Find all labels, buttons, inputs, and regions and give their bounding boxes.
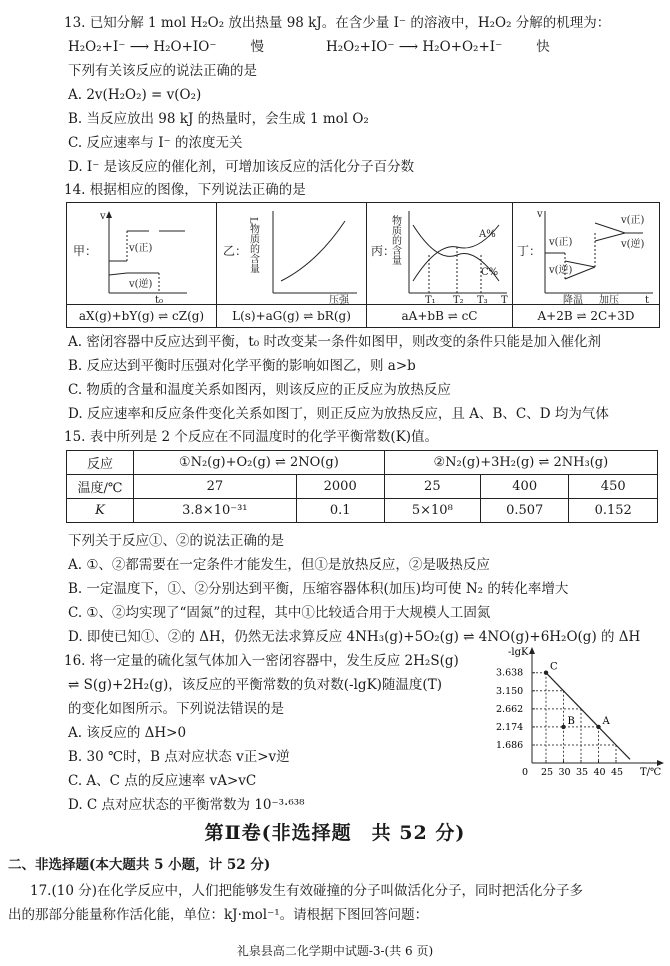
table-header-r1: ①N₂(g)+O₂(g) ⇌ 2NO(g) — [134, 451, 385, 475]
q15-table — [66, 450, 658, 523]
x-tick-label: 40 — [593, 767, 606, 778]
graph-jia-vn: v(逆) — [129, 279, 153, 290]
table-cell: 25 — [384, 475, 480, 499]
table-header-reaction: 反应 — [67, 451, 134, 475]
table-row — [67, 451, 658, 475]
x-tick-label: 0 — [522, 767, 529, 778]
table-row — [67, 475, 658, 499]
graph-ding-svg — [513, 203, 659, 305]
graph-ding-vz2: v(正) — [621, 215, 645, 226]
q16-option-b: B. 30 ℃时，B 点对应状态 v正>v逆 — [68, 749, 290, 765]
x-tick-label: 35 — [576, 767, 589, 778]
q15-stem: 15. 表中所列是 2 个反应在不同温度时的化学平衡常数(K)值。 — [64, 429, 439, 445]
table-cell: K — [67, 499, 134, 523]
q13-option-b: B. 当反应放出 98 kJ 的热量时，会生成 1 mol O₂ — [68, 111, 369, 127]
q13-stem: 13. 已知分解 1 mol H₂O₂ 放出热量 98 kJ。在含少量 I⁻ 的溶液中，H₂O₂ 分解的机理为： — [64, 15, 611, 31]
graph-bing-a: A% — [479, 229, 496, 240]
graph-bing-svg — [367, 203, 513, 305]
graph-yi-label: 乙： — [223, 244, 248, 258]
graph-jia-v: v — [100, 211, 106, 222]
q14-option-b: B. 反应达到平衡时压强对化学平衡的影响如图乙，则 a>b — [68, 358, 416, 374]
point-label: B — [567, 715, 575, 727]
graph-ding — [513, 203, 659, 327]
q16-stem-line3: 的变化如图所示。下列说法错误的是 — [68, 701, 284, 717]
graph-ding-vz: v(正) — [549, 237, 573, 248]
graph-ding-label: 丁： — [517, 244, 542, 258]
q16-chart — [490, 645, 665, 780]
graph-bing-t1: T₁ — [425, 295, 436, 305]
graph-jia — [67, 203, 217, 327]
table-cell: 450 — [569, 475, 658, 499]
q16-option-c: C. A、C 点的反应速率 vA>vC — [68, 773, 257, 789]
q13-option-a: A. 2v(H₂O₂) = v(O₂) — [68, 87, 202, 103]
graph-yi — [217, 203, 367, 327]
point-B — [561, 725, 565, 729]
graph-yi-svg — [217, 203, 367, 305]
graph-yi-xlabel: 压强 — [329, 295, 349, 305]
x-tick-label: 45 — [611, 767, 624, 778]
y-tick-label: 1.686 — [496, 740, 524, 751]
q16-stem-line1: 16. 将一定量的硫化氢气体加入一密闭容器中，发生反应 2H₂S(g) — [64, 653, 459, 669]
q16-option-a: A. 该反应的 ΔH>0 — [68, 725, 187, 741]
table-cell: 3.8×10⁻³¹ — [134, 499, 297, 523]
q13-option-c: C. 反应速率与 I⁻ 的浓度无关 — [68, 135, 243, 151]
graph-jia-label: 甲： — [73, 244, 98, 258]
x-axis-arrow — [657, 760, 664, 766]
q14-option-a: A. 密闭容器中反应达到平衡，t₀ 时改变某一条件如图甲，则改变的条件只能是加入催化剂 — [68, 334, 601, 350]
graph-ding-x1: 降温 — [563, 295, 583, 305]
y-tick-label: 3.638 — [496, 667, 524, 679]
graph-bing-t3: T₃ — [477, 295, 488, 305]
graph-jia-svg — [67, 203, 217, 305]
graph-ding-vn2: v(逆) — [621, 239, 645, 250]
graph-yi-caption: L(s)+aG(g) ⇌ bR(g) — [217, 304, 366, 327]
y-axis-arrow — [529, 647, 535, 654]
chart-xlabel: T/℃ — [640, 767, 662, 778]
graph-ding-x2: 加压 — [599, 295, 619, 305]
page-footer: 礼泉县高二化学期中试题-3-(共 6 页) — [236, 944, 434, 958]
table-cell: 温度/℃ — [67, 475, 134, 499]
point-label: C — [550, 661, 558, 673]
table-cell: 0.152 — [569, 499, 658, 523]
q13-option-d: D. I⁻ 是该反应的催化剂，可增加该反应的活化分子百分数 — [68, 159, 415, 175]
section-ii-heading: 二、非选择题(本大题共 5 小题，计 52 分) — [8, 857, 271, 873]
graph-bing-t: T — [501, 295, 508, 305]
point-label: A — [602, 715, 610, 727]
q16-option-d: D. C 点对应状态的平衡常数为 10⁻³·⁶³⁸ — [68, 797, 305, 813]
q17-line2: 出的那部分能量称作活化能，单位：kJ·mol⁻¹。请根据下图回答问题： — [8, 907, 429, 923]
q15-option-b: B. 一定温度下，①、②分别达到平衡，压缩容器体积(加压)均可使 N₂ 的转化率增大 — [68, 581, 569, 597]
x-tick-label: 30 — [558, 767, 571, 778]
q15-option-a: A. ①、②都需要在一定条件才能发生，但①是放热反应，②是吸热反应 — [68, 557, 490, 573]
q15-option-d: D. 即使已知①、②的 ΔH，仍然无法求算反应 4NH₃(g)+5O₂(g) ⇌ 4NO(g)+6H₂O(g) 的 ΔH — [68, 629, 641, 645]
graph-ding-v: v — [537, 209, 543, 220]
q13-prompt: 下列有关该反应的说法正确的是 — [68, 63, 257, 79]
graph-yi-ylabel: L物质的含量 — [247, 217, 259, 274]
graph-jia-vz: v(正) — [129, 243, 153, 254]
table-cell: 0.507 — [480, 499, 568, 523]
table-header-r2: ②N₂(g)+3H₂(g) ⇌ 2NH₃(g) — [384, 451, 657, 475]
table-row — [67, 499, 658, 523]
point-A — [596, 725, 600, 729]
graph-ding-vn: v(逆) — [549, 265, 573, 276]
y-tick-label: 2.662 — [496, 703, 524, 715]
q13-mech-slow: H₂O₂+I⁻ ⟶ H₂O+IO⁻ — [68, 39, 217, 55]
y-tick-label: 3.150 — [496, 685, 524, 697]
graph-jia-caption: aX(g)+bY(g) ⇌ cZ(g) — [67, 304, 216, 327]
graph-bing — [367, 203, 513, 327]
section-ii-title: 第Ⅱ卷(非选择题 共 52 分) — [204, 822, 466, 844]
q13-mechanism — [68, 38, 550, 56]
table-cell: 0.1 — [296, 499, 384, 523]
q14-option-d: D. 反应速率和反应条件变化关系如图丁，则正反应为放热反应，且 A、B、C、D 均为气体 — [68, 406, 609, 422]
q13-fast-label: 快 — [536, 39, 550, 55]
y-tick-label: 2.174 — [496, 721, 524, 733]
q14-graph-panel — [66, 202, 660, 328]
q15-prompt: 下列关于反应①、②的说法正确的是 — [68, 533, 284, 549]
graph-bing-t2: T₂ — [453, 295, 464, 305]
x-tick-label: 25 — [541, 767, 554, 778]
chart-ylabel: -lgK — [508, 647, 529, 658]
graph-ding-t: t — [645, 295, 650, 305]
q14-stem: 14. 根据相应的图像，下列说法正确的是 — [64, 182, 306, 198]
table-cell: 27 — [134, 475, 297, 499]
q17-line1: 17.(10 分)在化学反应中，人们把能够发生有效碰撞的分子叫做活化分子，同时把活化分子多 — [30, 883, 583, 899]
table-cell: 400 — [480, 475, 568, 499]
q15-option-c: C. ①、②均实现了“固氮”的过程，其中①比较适合用于大规模人工固氮 — [68, 605, 491, 621]
graph-jia-t0: t₀ — [155, 295, 164, 305]
q13-mech-fast: H₂O₂+IO⁻ ⟶ H₂O+O₂+I⁻ — [325, 39, 503, 55]
graph-bing-caption: aA+bB ⇌ cC — [367, 304, 512, 327]
q16-stem-line2: ⇌ S(g)+2H₂(g)，该反应的平衡常数的负对数(-lgK)随温度(T) — [68, 677, 442, 693]
q14-option-c: C. 物质的含量和温度关系如图丙，则该反应的正反应为放热反应 — [68, 382, 451, 398]
table-cell: 5×10⁸ — [384, 499, 480, 523]
graph-bing-c: C% — [481, 267, 499, 278]
graph-ding-caption: A+2B ⇌ 2C+3D — [513, 304, 659, 327]
point-C — [544, 671, 548, 675]
series-line — [546, 673, 630, 760]
q13-slow-label: 慢 — [250, 39, 264, 55]
table-cell: 2000 — [296, 475, 384, 499]
graph-bing-ylabel: 物质的含量 — [389, 215, 401, 265]
graph-bing-label: 丙： — [371, 244, 396, 258]
